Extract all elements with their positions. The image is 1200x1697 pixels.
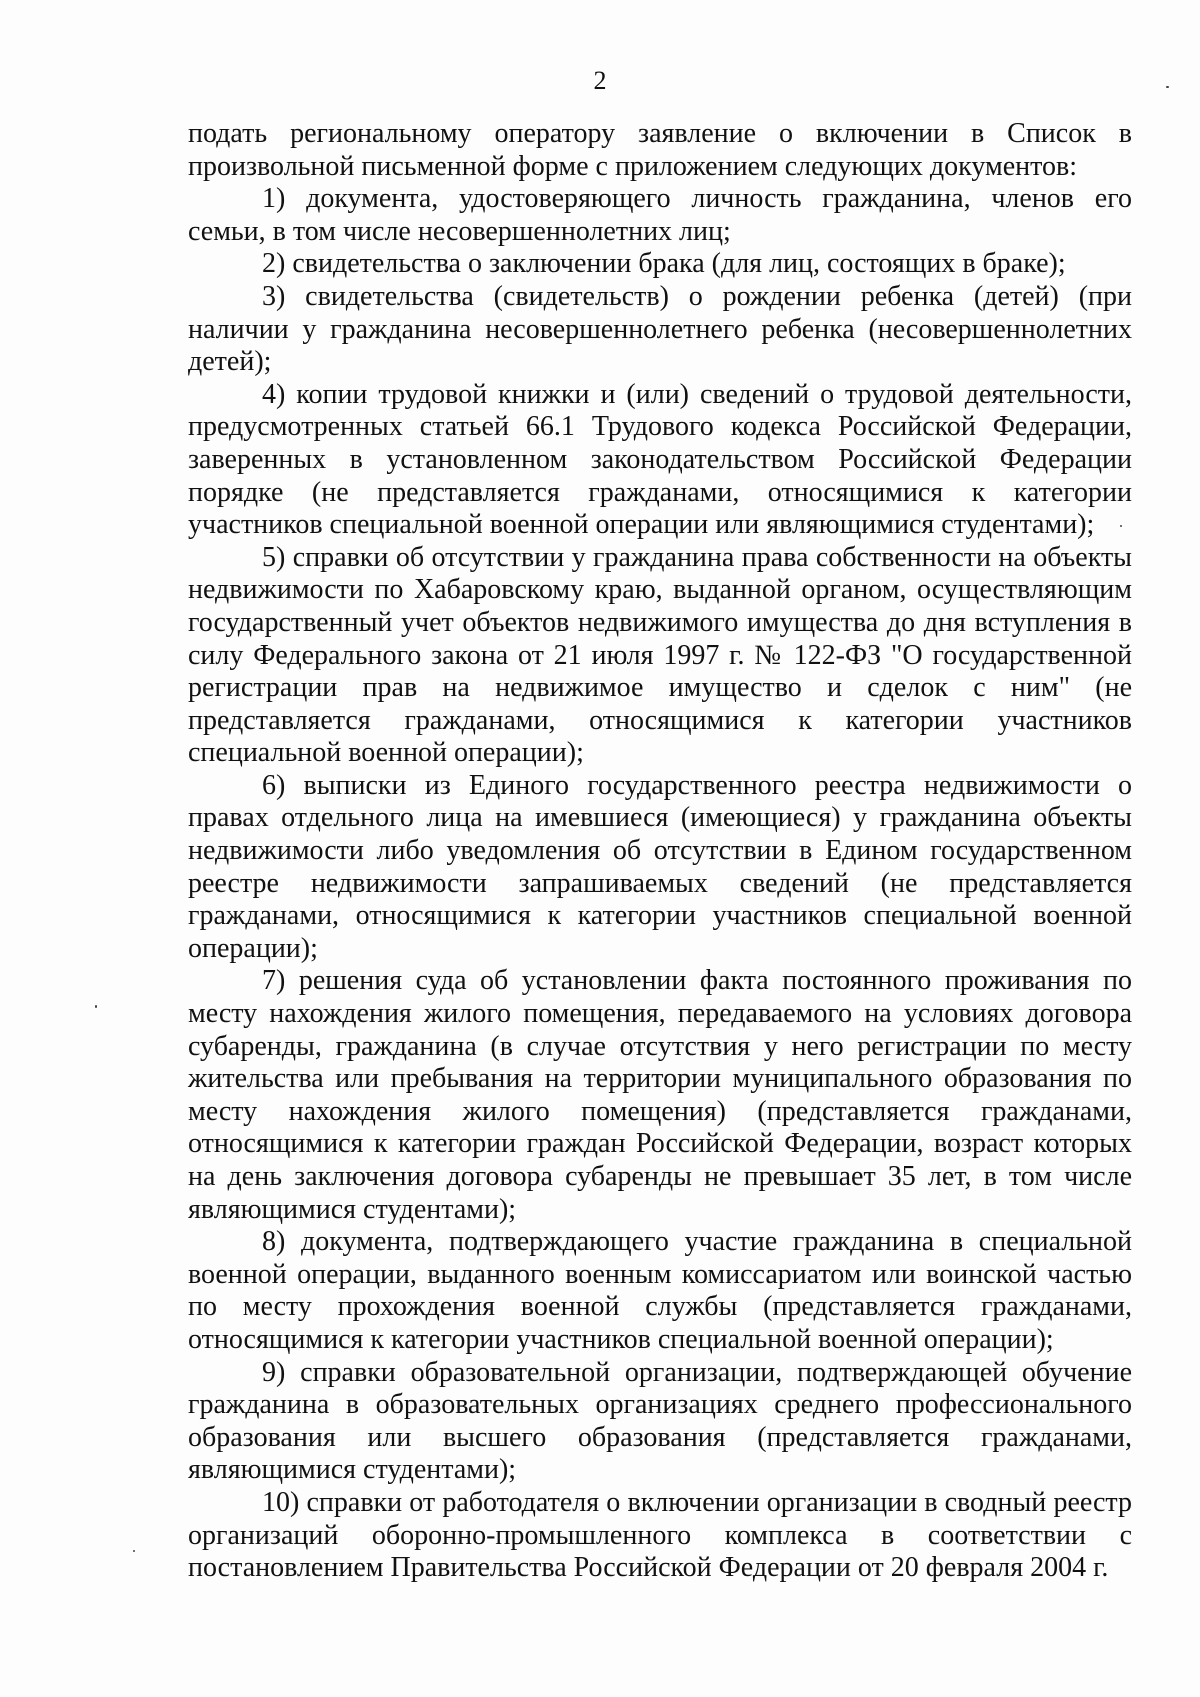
- list-item-7: 7) решения суда об установлении факта постоянного проживания по месту нахождения жилого помещения, передаваемого на условиях договора субаренды, гражданина (в случае отсутствия у него регистрации по месту жительства или пребывания на территории муниципального образования по месту нахождения жилого помещения) (представляется гражданами, относящимися к категории граждан Российской Федерации, возраст которых на день заключения договора субаренды не превышает 35 лет, в том числе являющимися студентами);: [188, 965, 1132, 1225]
- scan-speck: [95, 1005, 97, 1008]
- list-item-9: 9) справки образовательной организации, подтверждающей обучение гражданина в образовательных организациях среднего профессионального образования или высшего образования (представляется гражданами, являющимися студентами);: [188, 1356, 1132, 1486]
- scan-speck: [1120, 525, 1122, 527]
- scan-speck: [1166, 86, 1169, 88]
- list-item-4: 4) копии трудовой книжки и (или) сведений о трудовой деятельности, предусмотренных статьей 66.1 Трудового кодекса Российской Федерации, заверенных в установленном законодательством Российской Федерации порядке (не представляется гражданами, относящимися к категории участников специальной военной операции или являющимися студентами);: [188, 378, 1132, 541]
- list-item-8: 8) документа, подтверждающего участие гражданина в специальной военной операции, выданного военным комиссариатом или воинской частью по месту прохождения военной службы (представляется гражданами, относящимися к категории участников специальной военной операции);: [188, 1226, 1132, 1355]
- list-item-5: 5) справки об отсутствии у гражданина права собственности на объекты недвижимости по Хабаровскому краю, выданной органом, осуществляющим государственный учет объектов недвижимого имущества до дня вступления в силу Федерального закона от 21 июля 1997 г. № 122-ФЗ "О государственной регистрации прав на недвижимое имущество и сделок с ним" (не представляется гражданами, относящимися к категории участников специальной военной операции);: [188, 541, 1132, 769]
- list-item-3: 3) свидетельства (свидетельств) о рождении ребенка (детей) (при наличии у гражданина несовершеннолетнего ребенка (несовершеннолетних детей);: [188, 280, 1132, 378]
- intro-paragraph: подать региональному оператору заявление о включении в Список в произвольной письменной форме с приложением следующих документов:: [188, 118, 1132, 182]
- list-item-2: 2) свидетельства о заключении брака (для лиц, состоящих в браке);: [262, 248, 1066, 280]
- page-number: 2: [593, 66, 607, 95]
- list-item-10: 10) справки от работодателя о включении организации в сводный реестр организаций оборонно-промышленного комплекса в соответствии с постановлением Правительства Российской Федерации от 20 февраля 2004 г.: [188, 1486, 1132, 1584]
- document-body: [188, 118, 1132, 1585]
- list-item-1: 1) документа, удостоверяющего личность гражданина, членов его семьи, в том числе несовершеннолетних лиц;: [188, 183, 1132, 247]
- list-item-6: 6) выписки из Единого государственного реестра недвижимости о правах отдельного лица на имевшиеся (имеющиеся) у гражданина объекты недвижимости либо уведомления об отсутствии в Едином государственном реестре недвижимости запрашиваемых сведений (не представляется гражданами, относящимися к категории участников специальной военной операции);: [188, 769, 1132, 964]
- scan-speck: [133, 1550, 135, 1552]
